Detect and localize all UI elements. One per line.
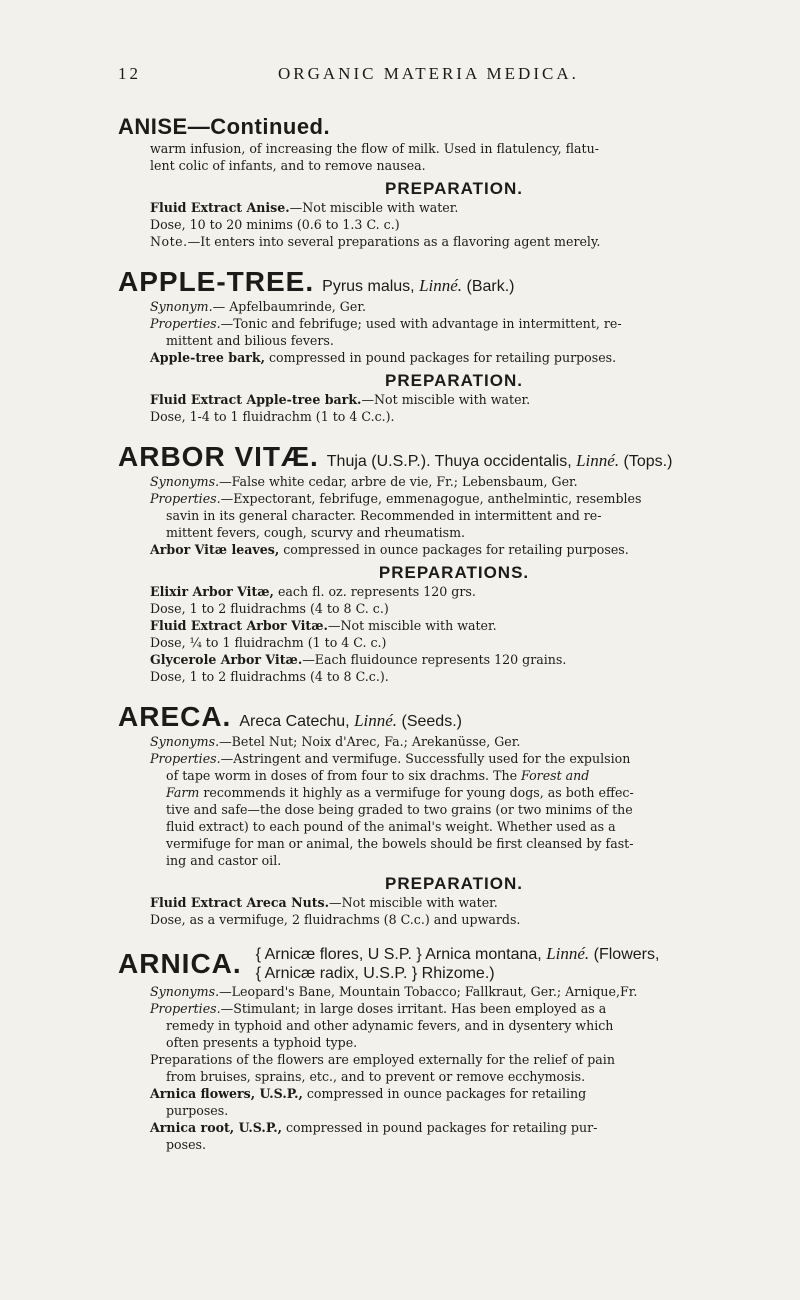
preparation-name: Fluid Extract Arbor Vitæ.: [150, 618, 328, 633]
preparation-name: Fluid Extract Areca Nuts.: [150, 895, 330, 910]
entry-arnica: ARNICA. { Arnicæ flores, U S.P. } Arnica montana, Linné. (Flowers, { Arnicæ radix, U.S.P. } Rhizome.) Synonyms.—Leopard's Bane, Mountain Tobacco; Fallkraut, Ger.; Arnique,Fr. Properties.—Stimulant; in large doses irritant. Has been employed as a remedy in typhoid and other adynamic fevers, and in dysentery which often presents a typhoid type. Preparations of the flowers are employed externally for the relief of pain from bruises, sprains, etc., and to prevent or remove ecchymosis. Arnica flowers, U.S.P., compressed in ounce packages for retailing purposes. Arnica root, U.S.P., compressed in pound packages for retailing pur- poses.: [118, 944, 758, 1153]
preparation-name: Fluid Extract Apple-tree bark.: [150, 392, 362, 407]
entry-heading: APPLE-TREE.: [118, 266, 315, 297]
entry-heading: ARECA.: [118, 701, 232, 732]
page-content: [118, 114, 758, 1153]
entry-anise: [118, 114, 758, 250]
properties-paragraph: Properties.—Astringent and vermifuge. Successfully used for the expulsion of tape worm in doses of from four to six drachms. The Forest and Farm recommends it highly as a vermifuge for young dogs, as both effec- tive and safe—the dose being graded to two grains (or two minims of the fluid extract) to each pound of the animal's weight. Whether used as a vermifuge for man or animal, the bowels should be first cleansed by fast- ing and castor oil.: [150, 751, 634, 868]
scientific-name: Areca Catechu, Linné. (Seeds.): [239, 711, 462, 730]
scientific-name: { Arnicæ flores, U S.P. } Arnica montana, Linné. (Flowers, { Arnicæ radix, U.S.P. } Rhizome.): [255, 944, 660, 982]
properties-label: Properties.: [150, 1001, 221, 1016]
dose-line: Dose, 1 to 2 fluidrachms (4 to 8 C.c.).: [150, 669, 389, 684]
text-line: lent colic of infants, and to remove nausea.: [150, 158, 426, 173]
retail-item: Arbor Vitæ leaves,: [150, 542, 280, 557]
synonym-label: Synonyms.: [150, 984, 220, 999]
dose-line: Dose, ¼ to 1 fluidrachm (1 to 4 C. c.): [150, 635, 387, 650]
dose-line: Dose, 1-4 to 1 fluidrachm (1 to 4 C.c.).: [150, 409, 395, 424]
entry-arbor-vitae: ARBOR VITÆ. Thuja (U.S.P.). Thuya occidentalis, Linné. (Tops.) Synonyms.—False white cedar, arbre de vie, Fr.; Lebensbaum, Ger. Properties.—Expectorant, febrifuge, emmenagogue, anthelmintic, resembles savin in its general character. Recommended in intermittent and re- mittent fevers, cough, scurvy and rheumatism. Arbor Vitæ leaves, compressed in ounce packages for retailing purposes. PREPARATIONS. Elixir Arbor Vitæ, each fl. oz. represents 120 grs. Dose, 1 to 2 fluidrachms (4 to 8 C. c.) Fluid Extract Arbor Vitæ.—Not miscible with water. Dose, ¼ to 1 fluidrachm (1 to 4 C. c.) Glycerole Arbor Vitæ.—Each fluidounce represents 120 grains. Dose, 1 to 2 fluidrachms (4 to 8 C.c.).: [118, 441, 758, 685]
scientific-name: Pyrus malus, Linné. (Bark.): [322, 276, 515, 295]
entry-apple-tree: APPLE-TREE. Pyrus malus, Linné. (Bark.) Synonym.— Apfelbaumrinde, Ger. Properties.—Tonic and febrifuge; used with advantage in intermittent, re- mittent and bilious fevers. Apple-tree bark, compressed in pound packages for retailing purposes. PREPARATION. Fluid Extract Apple-tree bark.—Not miscible with water. Dose, 1-4 to 1 fluidrachm (1 to 4 C.c.).: [118, 266, 758, 425]
note-label: Note.: [150, 234, 188, 249]
entry-heading: ANISE—Continued.: [118, 114, 331, 139]
running-title: ORGANIC MATERIA MEDICA.: [278, 64, 579, 83]
dose-line: Dose, as a vermifuge, 2 fluidrachms (8 C.c.) and upwards.: [150, 912, 521, 927]
entry-heading: ARNICA.: [118, 947, 242, 979]
preparation-heading: PREPARATION.: [385, 179, 523, 198]
external-use-paragraph: Preparations of the flowers are employed externally for the relief of pain from bruises, sprains, etc., and to prevent or remove ecchymosis.: [150, 1052, 615, 1084]
properties-label: Properties.: [150, 491, 221, 506]
synonym-label: Synonyms.: [150, 734, 220, 749]
page-number: 12: [118, 64, 141, 83]
preparation-heading: PREPARATIONS.: [378, 563, 530, 582]
preparation-heading: PREPARATION.: [385, 371, 523, 390]
entry-heading: ARBOR VITÆ.: [118, 441, 319, 472]
scientific-name: Thuja (U.S.P.). Thuya occidentalis, Linné. (Tops.): [326, 451, 673, 470]
dose-line: Dose, 10 to 20 minims (0.6 to 1.3 C. c.): [150, 217, 400, 232]
retail-item: Arnica root, U.S.P.,: [150, 1120, 282, 1135]
text-line: warm infusion, of increasing the flow of milk. Used in flatulency, flatu-: [150, 141, 599, 156]
preparation-desc: —Not miscible with water.: [289, 200, 459, 215]
synonym-label: Synonym.: [150, 299, 213, 314]
properties-label: Properties.: [150, 316, 221, 331]
preparation-heading: PREPARATION.: [385, 874, 523, 893]
preparation-name: Glycerole Arbor Vitæ.: [150, 652, 303, 667]
preparation-name: Elixir Arbor Vitæ,: [150, 584, 274, 599]
synonym-label: Synonyms.: [150, 474, 220, 489]
note-text: —It enters into several preparations as a flavoring agent merely.: [187, 234, 601, 249]
retail-item: Apple-tree bark,: [150, 350, 265, 365]
dose-line: Dose, 1 to 2 fluidrachms (4 to 8 C. c.): [150, 601, 389, 616]
preparation-name: Fluid Extract Anise.: [150, 200, 290, 215]
retail-item: Arnica flowers, U.S.P.,: [150, 1086, 303, 1101]
entry-areca: ARECA. Areca Catechu, Linné. (Seeds.) Synonyms.—Betel Nut; Noix d'Arec, Fa.; Arekanüsse, Ger. Properties.—Astringent and vermifuge. Successfully used for the expulsion of tape worm in doses of from four to six drachms. The Forest and Farm recommends it highly as a vermifuge for young dogs, as both effec- tive and safe—the dose being graded to two grains (or two minims of the fluid extract) to each pound of the animal's weight. Whether used as a vermifuge for man or animal, the bowels should be first cleansed by fast- ing and castor oil. PREPARATION. Fluid Extract Areca Nuts.—Not miscible with water. Dose, as a vermifuge, 2 fluidrachms (8 C.c.) and upwards.: [118, 701, 758, 928]
